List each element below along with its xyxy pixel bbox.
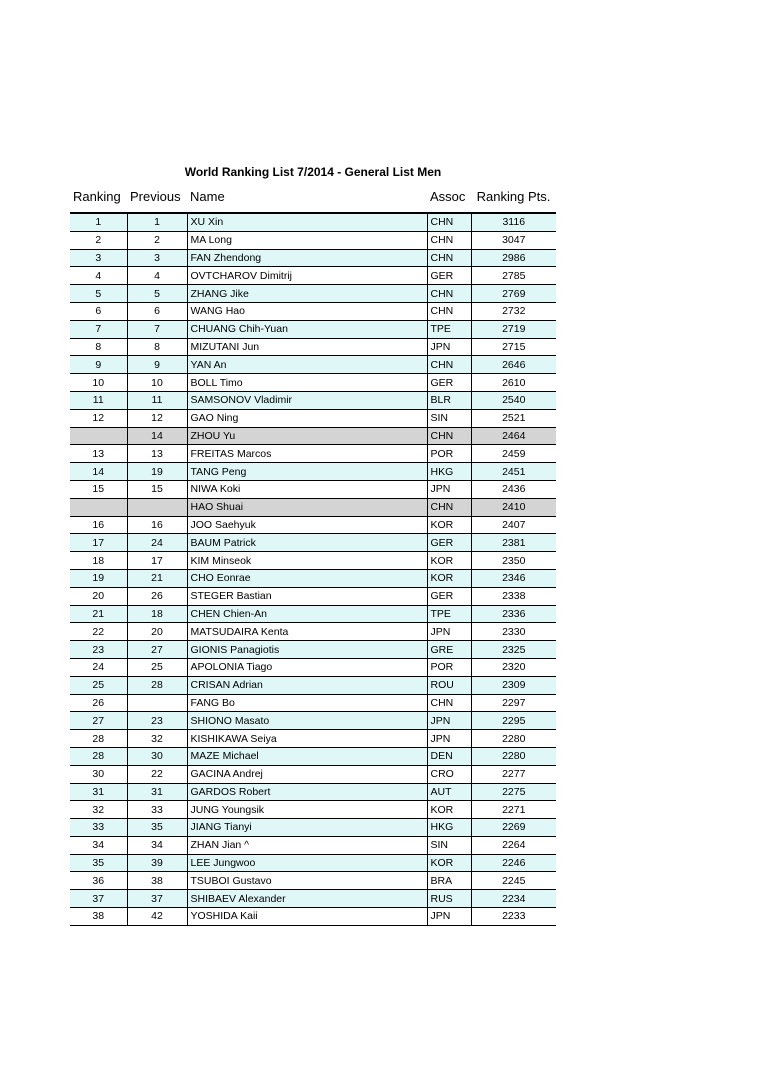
cell-assoc: CRO xyxy=(427,765,471,783)
cell-previous: 42 xyxy=(127,908,187,926)
cell-name: ZHANG Jike xyxy=(187,285,427,303)
cell-name: BAUM Patrick xyxy=(187,534,427,552)
cell-ranking: 11 xyxy=(70,391,127,409)
cell-assoc: HKG xyxy=(427,463,471,481)
cell-ranking: 32 xyxy=(70,801,127,819)
cell-ranking-pts: 2719 xyxy=(471,320,556,338)
cell-assoc: KOR xyxy=(427,516,471,534)
cell-assoc: SIN xyxy=(427,409,471,427)
cell-name: KIM Minseok xyxy=(187,552,427,570)
cell-assoc: GRE xyxy=(427,641,471,659)
cell-assoc: TPE xyxy=(427,320,471,338)
cell-previous: 27 xyxy=(127,641,187,659)
header-row xyxy=(70,180,556,213)
cell-name: HAO Shuai xyxy=(187,498,427,516)
cell-name: SAMSONOV Vladimir xyxy=(187,391,427,409)
cell-assoc: CHN xyxy=(427,213,471,231)
cell-assoc: GER xyxy=(427,587,471,605)
cell-assoc: RUS xyxy=(427,890,471,908)
cell-ranking: 38 xyxy=(70,908,127,926)
cell-ranking-pts: 2610 xyxy=(471,374,556,392)
table-row xyxy=(70,872,556,890)
cell-previous: 34 xyxy=(127,836,187,854)
cell-ranking-pts: 2646 xyxy=(471,356,556,374)
cell-ranking-pts: 3116 xyxy=(471,213,556,231)
table-row xyxy=(70,338,556,356)
cell-ranking-pts: 2245 xyxy=(471,872,556,890)
cell-ranking-pts: 2350 xyxy=(471,552,556,570)
cell-ranking: 21 xyxy=(70,605,127,623)
cell-ranking-pts: 2785 xyxy=(471,267,556,285)
cell-previous: 31 xyxy=(127,783,187,801)
cell-assoc: KOR xyxy=(427,552,471,570)
cell-previous: 30 xyxy=(127,747,187,765)
cell-name: FANG Bo xyxy=(187,694,427,712)
cell-name: TSUBOI Gustavo xyxy=(187,872,427,890)
cell-previous: 6 xyxy=(127,302,187,320)
cell-ranking-pts: 3047 xyxy=(471,231,556,249)
cell-assoc: JPN xyxy=(427,730,471,748)
cell-name: SHIONO Masato xyxy=(187,712,427,730)
cell-ranking xyxy=(70,498,127,516)
cell-name: MAZE Michael xyxy=(187,747,427,765)
cell-previous: 21 xyxy=(127,569,187,587)
cell-ranking: 37 xyxy=(70,890,127,908)
cell-name: JOO Saehyuk xyxy=(187,516,427,534)
cell-previous: 7 xyxy=(127,320,187,338)
cell-ranking-pts: 2336 xyxy=(471,605,556,623)
cell-assoc: POR xyxy=(427,658,471,676)
cell-ranking: 8 xyxy=(70,338,127,356)
cell-ranking: 15 xyxy=(70,480,127,498)
cell-previous: 35 xyxy=(127,819,187,837)
cell-assoc: JPN xyxy=(427,338,471,356)
table-row xyxy=(70,747,556,765)
cell-ranking: 14 xyxy=(70,463,127,481)
table-row xyxy=(70,836,556,854)
cell-name: CRISAN Adrian xyxy=(187,676,427,694)
cell-ranking: 1 xyxy=(70,213,127,231)
cell-previous: 14 xyxy=(127,427,187,445)
table-row xyxy=(70,569,556,587)
cell-ranking: 28 xyxy=(70,747,127,765)
cell-name: OVTCHAROV Dimitrij xyxy=(187,267,427,285)
table-row xyxy=(70,676,556,694)
cell-name: XU Xin xyxy=(187,213,427,231)
cell-ranking: 31 xyxy=(70,783,127,801)
cell-assoc: GER xyxy=(427,374,471,392)
cell-previous: 39 xyxy=(127,854,187,872)
cell-assoc: CHN xyxy=(427,302,471,320)
cell-ranking: 26 xyxy=(70,694,127,712)
cell-previous: 12 xyxy=(127,409,187,427)
table-row xyxy=(70,658,556,676)
cell-ranking: 12 xyxy=(70,409,127,427)
cell-ranking-pts: 2325 xyxy=(471,641,556,659)
cell-name: TANG Peng xyxy=(187,463,427,481)
cell-name: NIWA Koki xyxy=(187,480,427,498)
cell-previous: 25 xyxy=(127,658,187,676)
cell-previous: 1 xyxy=(127,213,187,231)
cell-ranking-pts: 2459 xyxy=(471,445,556,463)
cell-ranking-pts: 2381 xyxy=(471,534,556,552)
cell-assoc: DEN xyxy=(427,747,471,765)
table-row xyxy=(70,356,556,374)
cell-ranking-pts: 2769 xyxy=(471,285,556,303)
table-row xyxy=(70,498,556,516)
table-row xyxy=(70,908,556,926)
cell-assoc: SIN xyxy=(427,836,471,854)
cell-ranking: 30 xyxy=(70,765,127,783)
table-row xyxy=(70,730,556,748)
cell-previous: 26 xyxy=(127,587,187,605)
table-row xyxy=(70,783,556,801)
cell-assoc: TPE xyxy=(427,605,471,623)
cell-assoc: CHN xyxy=(427,231,471,249)
cell-previous: 24 xyxy=(127,534,187,552)
cell-name: MIZUTANI Jun xyxy=(187,338,427,356)
cell-ranking-pts: 2451 xyxy=(471,463,556,481)
header-name: Name xyxy=(187,180,427,213)
cell-ranking: 13 xyxy=(70,445,127,463)
table-row xyxy=(70,374,556,392)
cell-previous: 22 xyxy=(127,765,187,783)
cell-name: FAN Zhendong xyxy=(187,249,427,267)
table-row xyxy=(70,409,556,427)
cell-name: KISHIKAWA Seiya xyxy=(187,730,427,748)
cell-assoc: HKG xyxy=(427,819,471,837)
cell-name: YOSHIDA Kaii xyxy=(187,908,427,926)
cell-ranking-pts: 2280 xyxy=(471,730,556,748)
cell-name: YAN An xyxy=(187,356,427,374)
cell-previous: 11 xyxy=(127,391,187,409)
cell-name: APOLONIA Tiago xyxy=(187,658,427,676)
table-row xyxy=(70,854,556,872)
cell-previous: 23 xyxy=(127,712,187,730)
cell-ranking: 10 xyxy=(70,374,127,392)
cell-ranking: 33 xyxy=(70,819,127,837)
cell-assoc: AUT xyxy=(427,783,471,801)
cell-name: GACINA Andrej xyxy=(187,765,427,783)
table-row xyxy=(70,534,556,552)
cell-name: GARDOS Robert xyxy=(187,783,427,801)
cell-assoc: BLR xyxy=(427,391,471,409)
header-ranking: Ranking xyxy=(70,180,127,213)
table-row xyxy=(70,623,556,641)
table-row xyxy=(70,516,556,534)
table-row xyxy=(70,391,556,409)
cell-previous: 10 xyxy=(127,374,187,392)
cell-ranking-pts: 2521 xyxy=(471,409,556,427)
table-row xyxy=(70,765,556,783)
cell-ranking-pts: 2264 xyxy=(471,836,556,854)
table-row xyxy=(70,427,556,445)
cell-previous: 32 xyxy=(127,730,187,748)
cell-ranking: 23 xyxy=(70,641,127,659)
cell-previous: 19 xyxy=(127,463,187,481)
header-ranking-pts: Ranking Pts. xyxy=(471,180,556,213)
cell-ranking: 3 xyxy=(70,249,127,267)
cell-ranking: 18 xyxy=(70,552,127,570)
cell-ranking-pts: 2277 xyxy=(471,765,556,783)
cell-name: MA Long xyxy=(187,231,427,249)
cell-previous xyxy=(127,694,187,712)
cell-previous xyxy=(127,498,187,516)
cell-name: GAO Ning xyxy=(187,409,427,427)
table-row xyxy=(70,694,556,712)
table-row xyxy=(70,463,556,481)
cell-assoc: CHN xyxy=(427,356,471,374)
cell-name: WANG Hao xyxy=(187,302,427,320)
cell-ranking: 7 xyxy=(70,320,127,338)
cell-previous: 37 xyxy=(127,890,187,908)
cell-assoc: CHN xyxy=(427,694,471,712)
cell-ranking: 4 xyxy=(70,267,127,285)
cell-ranking: 35 xyxy=(70,854,127,872)
cell-previous: 18 xyxy=(127,605,187,623)
cell-ranking-pts: 2233 xyxy=(471,908,556,926)
cell-assoc: JPN xyxy=(427,908,471,926)
cell-name: CHUANG Chih-Yuan xyxy=(187,320,427,338)
cell-ranking: 19 xyxy=(70,569,127,587)
cell-assoc: JPN xyxy=(427,623,471,641)
table-row xyxy=(70,712,556,730)
cell-ranking xyxy=(70,427,127,445)
cell-name: BOLL Timo xyxy=(187,374,427,392)
cell-assoc: BRA xyxy=(427,872,471,890)
table-row xyxy=(70,587,556,605)
table-row xyxy=(70,445,556,463)
table-row xyxy=(70,605,556,623)
table-row xyxy=(70,552,556,570)
cell-assoc: GER xyxy=(427,534,471,552)
cell-previous: 20 xyxy=(127,623,187,641)
cell-previous: 2 xyxy=(127,231,187,249)
cell-assoc: CHN xyxy=(427,498,471,516)
cell-assoc: KOR xyxy=(427,569,471,587)
cell-ranking: 28 xyxy=(70,730,127,748)
cell-ranking-pts: 2732 xyxy=(471,302,556,320)
cell-ranking-pts: 2295 xyxy=(471,712,556,730)
cell-previous: 9 xyxy=(127,356,187,374)
cell-assoc: JPN xyxy=(427,480,471,498)
header-previous: Previous xyxy=(127,180,187,213)
cell-name: ZHAN Jian ^ xyxy=(187,836,427,854)
cell-name: CHEN Chien-An xyxy=(187,605,427,623)
cell-ranking: 2 xyxy=(70,231,127,249)
cell-assoc: KOR xyxy=(427,801,471,819)
table-row xyxy=(70,819,556,837)
cell-previous: 33 xyxy=(127,801,187,819)
cell-ranking-pts: 2346 xyxy=(471,569,556,587)
cell-ranking-pts: 2338 xyxy=(471,587,556,605)
table-row xyxy=(70,641,556,659)
table-title: World Ranking List 7/2014 - General List Men xyxy=(184,165,442,179)
cell-ranking: 25 xyxy=(70,676,127,694)
cell-name: STEGER Bastian xyxy=(187,587,427,605)
cell-ranking-pts: 2269 xyxy=(471,819,556,837)
cell-name: ZHOU Yu xyxy=(187,427,427,445)
cell-assoc: CHN xyxy=(427,427,471,445)
cell-ranking-pts: 2986 xyxy=(471,249,556,267)
cell-ranking: 24 xyxy=(70,658,127,676)
cell-ranking-pts: 2280 xyxy=(471,747,556,765)
cell-ranking-pts: 2246 xyxy=(471,854,556,872)
cell-ranking: 17 xyxy=(70,534,127,552)
cell-ranking-pts: 2309 xyxy=(471,676,556,694)
cell-ranking: 20 xyxy=(70,587,127,605)
ranking-table xyxy=(70,180,556,926)
cell-name: MATSUDAIRA Kenta xyxy=(187,623,427,641)
cell-name: SHIBAEV Alexander xyxy=(187,890,427,908)
table-row xyxy=(70,285,556,303)
cell-ranking-pts: 2330 xyxy=(471,623,556,641)
cell-name: CHO Eonrae xyxy=(187,569,427,587)
cell-previous: 8 xyxy=(127,338,187,356)
cell-assoc: ROU xyxy=(427,676,471,694)
cell-ranking-pts: 2410 xyxy=(471,498,556,516)
cell-name: GIONIS Panagiotis xyxy=(187,641,427,659)
cell-ranking-pts: 2234 xyxy=(471,890,556,908)
cell-previous: 28 xyxy=(127,676,187,694)
cell-ranking: 16 xyxy=(70,516,127,534)
table-row xyxy=(70,801,556,819)
cell-assoc: JPN xyxy=(427,712,471,730)
header-assoc: Assoc xyxy=(427,180,471,213)
cell-previous: 5 xyxy=(127,285,187,303)
cell-ranking-pts: 2715 xyxy=(471,338,556,356)
cell-ranking-pts: 2271 xyxy=(471,801,556,819)
table-row xyxy=(70,231,556,249)
cell-ranking-pts: 2297 xyxy=(471,694,556,712)
cell-ranking-pts: 2464 xyxy=(471,427,556,445)
cell-previous: 15 xyxy=(127,480,187,498)
table-row xyxy=(70,480,556,498)
table-row xyxy=(70,249,556,267)
cell-ranking-pts: 2275 xyxy=(471,783,556,801)
cell-name: FREITAS Marcos xyxy=(187,445,427,463)
cell-assoc: CHN xyxy=(427,285,471,303)
cell-ranking-pts: 2436 xyxy=(471,480,556,498)
cell-name: JUNG Youngsik xyxy=(187,801,427,819)
cell-previous: 16 xyxy=(127,516,187,534)
cell-ranking: 34 xyxy=(70,836,127,854)
cell-ranking: 22 xyxy=(70,623,127,641)
table-row xyxy=(70,320,556,338)
cell-ranking: 36 xyxy=(70,872,127,890)
cell-name: JIANG Tianyi xyxy=(187,819,427,837)
table-row xyxy=(70,302,556,320)
cell-previous: 17 xyxy=(127,552,187,570)
cell-previous: 13 xyxy=(127,445,187,463)
table-row xyxy=(70,267,556,285)
cell-assoc: CHN xyxy=(427,249,471,267)
cell-ranking: 6 xyxy=(70,302,127,320)
table-row xyxy=(70,213,556,231)
cell-ranking: 5 xyxy=(70,285,127,303)
cell-previous: 38 xyxy=(127,872,187,890)
cell-previous: 4 xyxy=(127,267,187,285)
cell-ranking-pts: 2407 xyxy=(471,516,556,534)
cell-ranking-pts: 2320 xyxy=(471,658,556,676)
cell-ranking: 27 xyxy=(70,712,127,730)
cell-assoc: POR xyxy=(427,445,471,463)
cell-name: LEE Jungwoo xyxy=(187,854,427,872)
cell-previous: 3 xyxy=(127,249,187,267)
table-row xyxy=(70,890,556,908)
cell-assoc: GER xyxy=(427,267,471,285)
cell-ranking-pts: 2540 xyxy=(471,391,556,409)
cell-ranking: 9 xyxy=(70,356,127,374)
cell-assoc: KOR xyxy=(427,854,471,872)
